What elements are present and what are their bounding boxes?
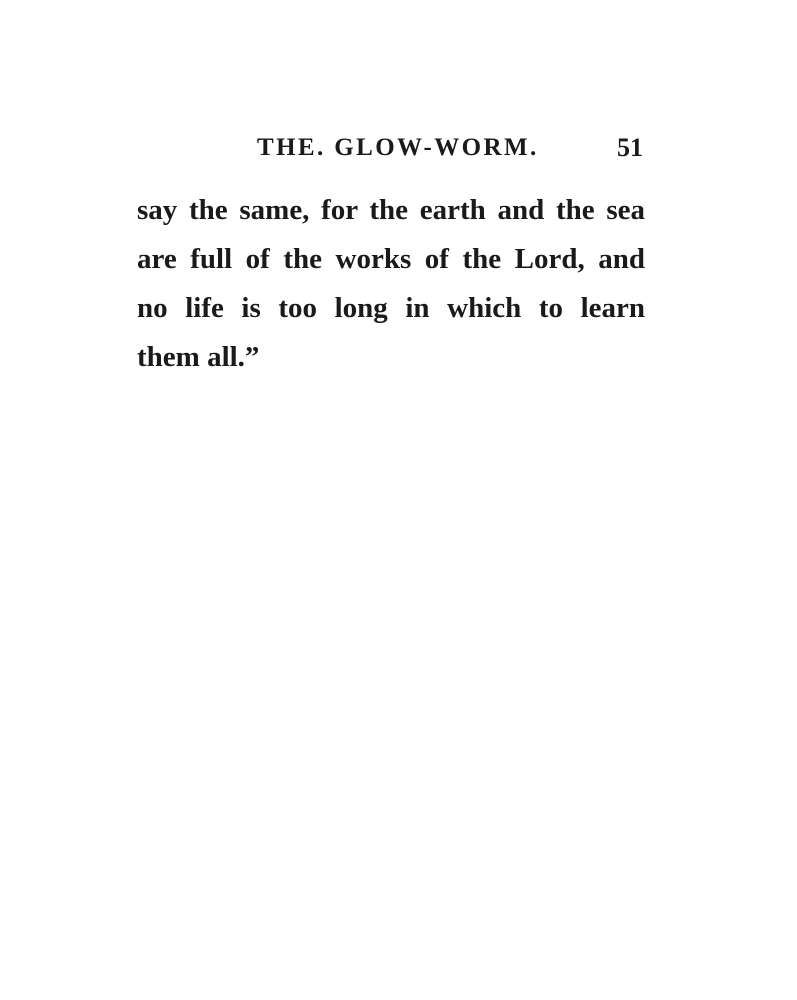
text-line: say the same, for the earth and the sea bbox=[137, 194, 645, 226]
body-paragraph bbox=[137, 186, 645, 382]
text-line: no life is too long in which to learn bbox=[137, 292, 645, 324]
text-line: them all.” bbox=[137, 341, 260, 373]
running-title: THE. GLOW-WORM. bbox=[257, 134, 539, 161]
running-head bbox=[137, 128, 645, 168]
text-line: are full of the works of the Lord, and bbox=[137, 243, 645, 275]
page-number: 51 bbox=[617, 133, 643, 162]
